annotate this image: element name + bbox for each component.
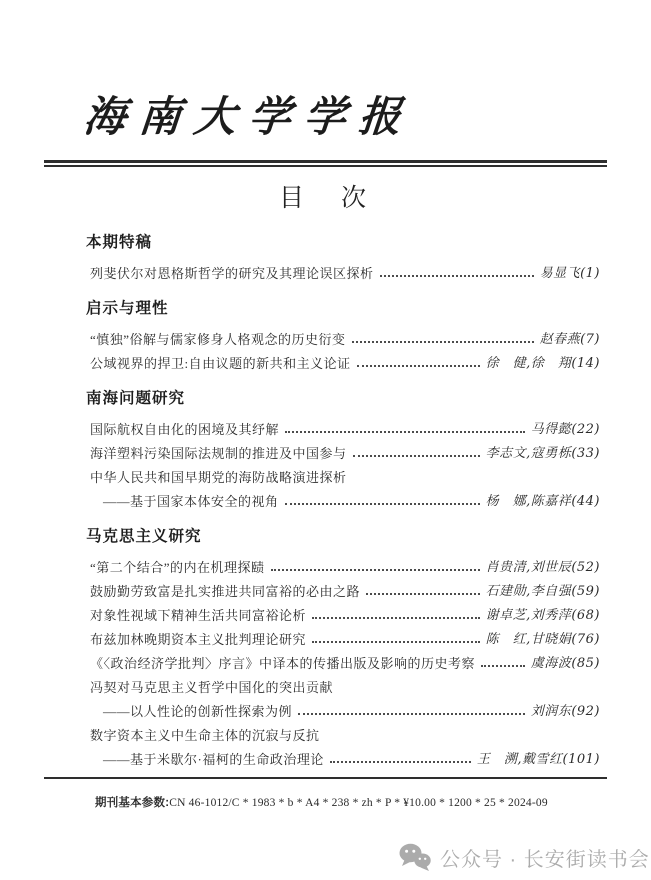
- journal-title: 海南大学学报: [81, 92, 416, 141]
- article-title: 冯契对马克思主义哲学中国化的突出贡献: [90, 680, 334, 695]
- article-title: 国际航权自由化的困境及其纾解: [90, 422, 280, 437]
- article-authors: 徐 健,徐 翔: [485, 356, 572, 371]
- article-page: (22): [571, 422, 600, 437]
- section-header-marxism: 马克思主义研究: [86, 528, 202, 545]
- toc-body: [86, 230, 600, 767]
- article-authors: 王 溯,戴雪红: [476, 752, 563, 767]
- section-header-enlightenment: 启示与理性: [86, 300, 169, 317]
- article-title: 中华人民共和国早期党的海防战略演进探析: [90, 470, 347, 485]
- article-title: 海洋塑料污染国际法规制的推进及中国参与: [90, 446, 347, 461]
- article-subtitle: ——基于国家本体安全的视角: [103, 494, 279, 509]
- toc-entry: [90, 471, 600, 484]
- article-title: 列斐伏尔对恩格斯哲学的研究及其理论误区探析: [90, 266, 374, 281]
- dot-leader: [366, 593, 480, 595]
- dot-leader: [285, 431, 525, 433]
- dot-leader: [357, 365, 480, 367]
- dot-leader: [312, 641, 480, 643]
- article-page: (101): [562, 752, 600, 767]
- journal-params: [95, 794, 651, 810]
- article-page: (68): [571, 608, 600, 623]
- toc-entry: [90, 657, 600, 670]
- section-header-south-china-sea: 南海问题研究: [86, 390, 186, 407]
- article-authors: 杨 娜,陈嘉祥: [485, 494, 572, 509]
- article-page: (92): [571, 704, 600, 719]
- toc-entry: [90, 357, 600, 370]
- article-title: 鼓励勤劳致富是扎实推进共同富裕的必由之路: [90, 584, 361, 599]
- article-page: (1): [580, 266, 600, 281]
- article-authors: 肖贵清,刘世辰: [485, 560, 572, 575]
- masthead: [0, 0, 651, 144]
- dot-leader: [271, 569, 480, 571]
- article-page: (59): [571, 584, 600, 599]
- toc-entry: [90, 729, 600, 742]
- toc-entry-subtitle: [90, 495, 600, 508]
- toc-entry-subtitle: [90, 705, 600, 718]
- article-title: 布兹加林晚期资本主义批判理论研究: [90, 632, 307, 647]
- article-authors: 易显飞: [539, 266, 581, 281]
- article-page: (7): [580, 332, 600, 347]
- double-rule: [44, 160, 607, 167]
- toc-entry: [90, 609, 600, 622]
- article-title: 对象性视域下精神生活共同富裕论析: [90, 608, 307, 623]
- article-title: 公域视界的捍卫:自由议题的新共和主义论证: [90, 356, 351, 371]
- article-authors: 陈 红,甘晓娟: [485, 632, 572, 647]
- dot-leader: [481, 665, 525, 667]
- dot-leader: [330, 761, 471, 763]
- dot-leader: [380, 275, 534, 277]
- wechat-watermark: [398, 842, 650, 872]
- article-authors: 李志文,寇勇栎: [485, 446, 572, 461]
- toc-entry: [90, 267, 600, 280]
- article-authors: 赵春燕: [539, 332, 581, 347]
- article-title: “第二个结合”的内在机理探赜: [90, 560, 265, 575]
- article-authors: 马得懿: [530, 422, 572, 437]
- article-page: (33): [571, 446, 600, 461]
- watermark-label: 公众号 · 长安街读书会: [440, 848, 650, 871]
- journal-params-value: CN 46-1012/C * 1983 * b * A4 * 238 * zh * P * ¥10.00 * 1200 * 25 * 2024-09: [169, 797, 548, 809]
- toc-entry-subtitle: [90, 753, 600, 766]
- footer-rule: [44, 777, 607, 779]
- toc-title: 目 次: [278, 185, 372, 212]
- dot-leader: [312, 617, 480, 619]
- dot-leader: [285, 503, 480, 505]
- article-subtitle: ——基于米歇尔·福柯的生命政治理论: [103, 752, 324, 767]
- article-page: (76): [571, 632, 600, 647]
- article-title: 数字资本主义中生命主体的沉寂与反抗: [90, 728, 320, 743]
- article-page: (85): [571, 656, 600, 671]
- article-authors: 刘润东: [530, 704, 572, 719]
- article-subtitle: ——以人性论的创新性探索为例: [103, 704, 293, 719]
- wechat-icon: [398, 842, 432, 872]
- article-authors: 石建勋,李自强: [485, 584, 572, 599]
- toc-entry: [90, 633, 600, 646]
- dot-leader: [298, 713, 525, 715]
- article-page: (52): [571, 560, 600, 575]
- toc-entry: [90, 681, 600, 694]
- article-authors: 谢卓芝,刘秀萍: [485, 608, 572, 623]
- journal-params-label: 期刊基本参数:: [95, 797, 170, 809]
- dot-leader: [352, 341, 534, 343]
- toc-entry: [90, 333, 600, 346]
- toc-entry: [90, 561, 600, 574]
- toc-entry: [90, 585, 600, 598]
- article-page: (14): [571, 356, 600, 371]
- article-title: “慎独”俗解与儒家修身人格观念的历史衍变: [90, 332, 346, 347]
- toc-entry: [90, 423, 600, 436]
- article-authors: 虞海波: [530, 656, 572, 671]
- article-title: 《〈政治经济学批判〉序言》中译本的传播出版及影响的历史考察: [90, 656, 476, 671]
- section-header-featured: 本期特稿: [86, 234, 153, 251]
- dot-leader: [353, 455, 480, 457]
- article-page: (44): [571, 494, 600, 509]
- toc-entry: [90, 447, 600, 460]
